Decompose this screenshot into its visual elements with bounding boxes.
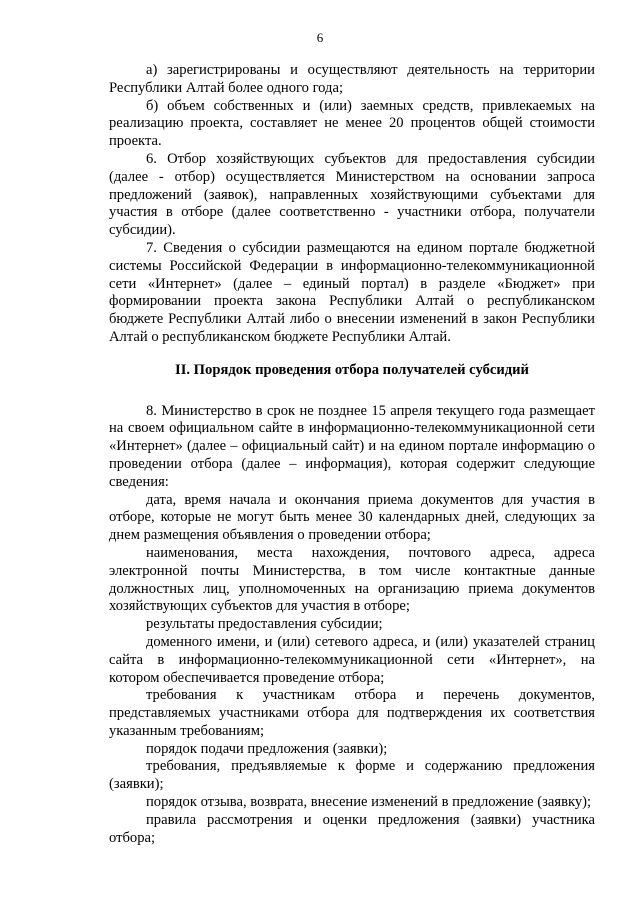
list-item-form-requirements: требования, предъявляемые к форме и содержанию предложения (заявки); bbox=[109, 758, 595, 793]
paragraph-item-6: 6. Отбор хозяйствующих субъектов для предоставления субсидии (далее - отбор) осуществляется Министерством на основании запроса предложений (заявок), направленных хозяйствующими субъектами для участия в отборе (далее соответственно - участники отбора, получатели субсидии). bbox=[109, 150, 595, 239]
list-item-dates: дата, время начала и окончания приема документов для участия в отборе, которые не могут быть менее 30 календарных дней, следующих за днем размещения объявления о проведении отбора; bbox=[109, 491, 595, 544]
paragraph-condition-b: б) объем собственных и (или) заемных средств, привлекаемых на реализацию проекта, составляет не менее 20 процентов общей стоимости проекта. bbox=[109, 97, 595, 150]
list-item-withdrawal: порядок отзыва, возврата, внесение изменений в предложение (заявку); bbox=[146, 794, 592, 811]
section-title: II. Порядок проведения отбора получателей субсидий bbox=[175, 361, 529, 378]
list-item-contacts: наименования, места нахождения, почтового адреса, адреса электронной почты Министерства, в том числе контактные данные должностных лиц, уполномоченных на организацию приема документов хозяйствующих субъектов для участия в отборе; bbox=[109, 544, 595, 615]
list-item-requirements: требования к участникам отбора и перечень документов, представляемых участниками отбора для подтверждения их соответствия указанным требованиям; bbox=[109, 687, 595, 739]
paragraph-item-8: 8. Министерство в срок не позднее 15 апреля текущего года размещает на своем официальном сайте в информационно-телекоммуникационной сети «Интернет» (далее – официальный сайт) и на едином портале информацию о проведении отбора (далее – информация), которая содержит следующие сведения: bbox=[109, 402, 595, 490]
page-number: 6 bbox=[316, 30, 324, 45]
list-item-review-rules: правила рассмотрения и оценки предложения (заявки) участника отбора; bbox=[109, 811, 595, 846]
paragraph-condition-a: а) зарегистрированы и осуществляют деятельность на территории Республики Алтай более одного года; bbox=[109, 62, 595, 96]
document-body bbox=[109, 62, 595, 847]
paragraph-item-7: 7. Сведения о субсидии размещаются на едином портале бюджетной системы Российской Федерации в информационно-телекоммуникационной сети «Интернет» (далее – единый портал) в разделе «Бюджет» при формировании проекта закона Республики Алтай о республиканском бюджете Республики Алтай либо о внесении изменений в закон Республики Алтай о республиканском бюджете Республики Алтай. bbox=[109, 239, 595, 345]
list-item-domain: доменного имени, и (или) сетевого адреса, и (или) указателей страниц сайта в информационно-телекоммуникационной сети «Интернет», на котором обеспечивается проведение отбора; bbox=[109, 633, 595, 686]
list-item-results: результаты предоставления субсидии; bbox=[146, 616, 383, 633]
list-item-submission: порядок подачи предложения (заявки); bbox=[146, 740, 388, 757]
